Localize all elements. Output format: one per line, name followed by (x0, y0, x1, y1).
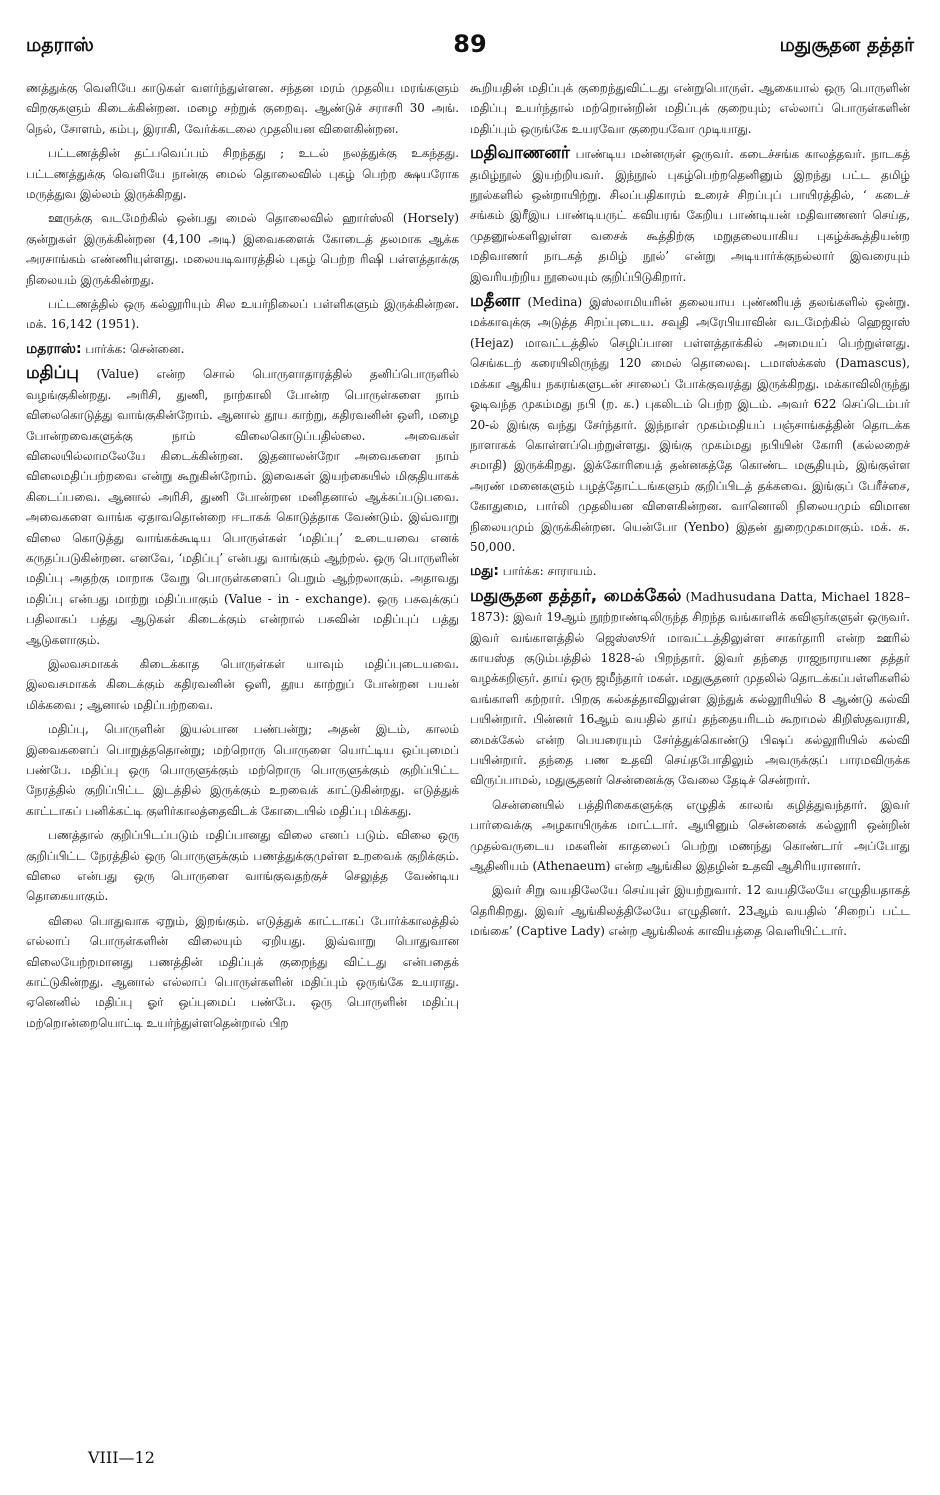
paragraph: பட்டணத்தின் தட்பவெப்பம் சிறந்தது ; உடல் நலத்துக்கு உகந்தது. பட்டணத்துக்கு வெளியே நான்கு மைல் தொலைவில் புகழ் பெற்ற க்ஷயரோக மருத்துவ இல்லம் இருக்கிறது. (26, 146, 459, 202)
cross-reference: பார்க்க: சென்னை. (85, 341, 185, 356)
running-head-left: மதராஸ் (26, 34, 94, 56)
entry-madhusudana (470, 586, 910, 791)
entry-headword: மதீனா (470, 291, 521, 312)
entry-madina (470, 291, 910, 557)
paragraph: இலவசமாகக் கிடைக்காத பொருள்கள் யாவும் மதிப்புடையவை. இலவசமாகக் கிடைக்கும் கதிரவனின் ஒளி, தூய காற்றுப் போன்றன பயன் மிக்கவை ; ஆனால் மதிப்பற்றவை. (26, 656, 459, 712)
entry-headword: மதிவாணனர் (470, 143, 570, 164)
page-header (26, 30, 914, 70)
page-number: 89 (453, 30, 487, 58)
entry-body: (Medina) இஸ்லாமியரின் தலையாய புண்ணியத் தலங்களில் ஒன்று. மக்காவுக்கு அடுத்த சிறப்புடைய. சவுதி அரேபியாவின் வடமேற்கில் ஹெஜாஸ் (Hejaz) மாவட்டத்தில் செழிப்பான பள்ளத்தாக்கில் அமையப் பெற்றுள்ளது. செங்கடற் கரையிலிருந்து 120 மைல் தொலைவு. டமாஸ்க்கஸ் (Damascus), மக்கா ஆகிய நகரங்களுடன் சாலைப் போக்குவரத்து இருக்கிறது. மக்காவிலிருந்து ஓடிவந்த முகம்மது நபி (ற. க.) புகலிடம் பெற்ற இடம். அவர் 622 செப்டெம்பர் 20-ல் இங்கு வந்து சேர்ந்தார். இந்நாள் முகம்மதியப் பஞ்சாங்கத்தின் தொடக்க நாளாகக் கொள்ளப்பெற்றுள்ளது. இங்கு முகம்மது நபியின் கோரி (கல்லறைச் சமாதி) இருக்கிறது. இக்கோரியைத் தன்னகத்தே கொண்ட மசூதியும், இங்குள்ள அரண் மனைகளும் பழத்தோட்டங்களும் குறிப்பிடத் தக்கவை. இங்குப் பேரீச்சை, கோதுமை, பார்லி முதலியன விளைகின்றன. வானொலி நிலையமும் விமான நிலையமும் இருக்கின்றன. யென்போ (Yenbo) இதன் துறைமுகமாகும். மக். சு. 50,000. (470, 295, 910, 554)
signature-mark: VIII—12 (88, 1448, 155, 1467)
entry-body: (Value) என்ற சொல் பொருளாதாரத்தில் தனிப்பொருளில் வழங்குகின்றது. அரிசி, துணி, நாற்காலி போன்ற பொருள்களை நாம் விலைகொடுத்து வாங்குகின்றோம். ஆனால் தூய காற்று, கதிரவனின் ஒளி, மழை போன்றவைகளுக்கு நாம் விலைகொடுப்பதில்லை. அவைகள் விலையில்லாமலேயே கிடைக்கின்றன. இதனாலன்றோ அவைகளை நாம் விலைமதிப்பற்றவை என்று கூறுகின்றோம். இவைகள் இயற்கையில் மிகுதியாகக் கிடைப்பவை. ஆனால் அரிசி, துணி போன்றன மனிதனால் ஆக்கப்படுபவை. அவைகளை வாங்க ஏதாவதொன்றை ஈடாகக் கொடுத்தாக வேண்டும். இவ்வாறு விலை கொடுத்து வாங்கக்கூடிய பொருள்கள் ‘மதிப்பு’ உடையவை எனக் கருதப்படுகின்றன. எனவே, ‘மதிப்பு’ என்பது வாங்கும் ஆற்றல். ஒரு பொருளின் மதிப்பு அதற்கு மாறாக வேறு பொருள்களைப் பெறும் ஆற்றலாகும். அதாவது மதிப்பு என்பது மாற்று மதிப்பாகும் (Value - in - exchange). ஒரு பசுவுக்குப் பதிலாகப் பத்து ஆடுகள் கிடைக்கும் என்றால் பசுவின் மதிப்புப் பத்து ஆடுகளாகும். (26, 367, 459, 647)
paragraph: ணத்துக்கு வெளியே காடுகள் வளர்ந்துள்ளன. சந்தன மரம் முதலிய மரங்களும் விறகுகளும் கிடைக்கின்றன. மழை சற்றுக் குறைவு. ஆண்டுச் சராசரி 30 அங். நெல், சோளம், கம்பு, இராகி, வேர்க்கடலை முதலியன விளைகின்றன. (26, 81, 459, 136)
entry-mathivanar (470, 143, 910, 287)
paragraph: பட்டணத்தில் ஒரு கல்லூரியும் சில உயர்நிலைப் பள்ளிகளும் இருக்கின்றன. மக். 16,142 (1951). (26, 297, 459, 332)
running-head-right: மதுசூதன தத்தர் (779, 34, 914, 56)
entry-body: பாண்டிய மன்னருள் ஒருவர். கடைச்சங்க காலத்தவர். நாடகத் தமிழ்நூல் இயற்றியவர். இந்நூல் புகழ்பெற்றதெனினும் இறந்து பட்ட தமிழ் நூல்களில் ஒன்றாயிற்று. சிலப்பதிகாரம் உரைச் சிறப்புப் பாயிரத்தில், ‘ கடைச் சங்கம் இரீஇய பாண்டியருட் கவியரங் கேறிய பாண்டியன் மதிவாணனர் செய்த, முதனூல்களிலுள்ள வசைக் கூத்திற்கு மறுதலையாகிய புகழ்க்கூத்தியன்ற மதிவாணர் நாடகத் தமிழ் நூல்’ என்று அடியார்க்குநல்லார் இவரையும் இவரியற்றிய நூலையும் குறிப்பிடுகிறார். (470, 147, 911, 284)
entry-headword: மது: (470, 563, 500, 580)
left-column (26, 78, 459, 1037)
paragraph: பணத்தால் குறிப்பிடப்படும் மதிப்பானது விலை எனப் படும். விலை ஒரு குறிப்பிட்ட நேரத்தில் ஒரு பொருளுக்கும் பணத்துக்குமுள்ள உறவைக் குறிக்கும். விலை என்பது ஒரு பொருளை வாங்குவதற்குச் செலுத்த வேண்டிய தொகையாகும். (26, 828, 459, 904)
entry-headword: மதுசூதன தத்தர், மைக்கேல் (470, 585, 682, 606)
paragraph: ஊருக்கு வடமேற்கில் ஒன்பது மைல் தொலைவில் ஹார்ஸ்லி (Horsely) குன்றுகள் இருக்கின்றன (4,100 அடி) இவைகளைக் கோடைத் தலமாக ஆக்க அரசாங்கம் எண்ணியுள்ளது. மலையடிவாரத்தில் புகழ் பெற்ற ரிஷி பள்ளத்தாக்கு நிலையம் இருக்கின்றது. (26, 211, 459, 287)
entry-headword: மதிப்பு (26, 363, 79, 384)
paragraph: கூறியதின் மதிப்புக் குறைந்துவிட்டது என்றுபொருள். ஆகையால் ஒரு பொருளின் மதிப்பு உயர்ந்தால் மற்றொன்றின் மதிப்புக் குறையும்; எல்லாப் பொருள்களின் மதிப்பும் ஒருங்கே உயரவோ குறையவோ முடியாது. (470, 81, 910, 136)
entry-mathippu (26, 363, 459, 650)
entry-headword: மதராஸ்: (26, 340, 82, 357)
entry-mathu (470, 561, 910, 581)
entry-body: (Madhusudana Datta, Michael 1828–1873): இவர் 19ஆம் நூற்றாண்டிலிருந்த சிறந்த வங்காளிக் கவிஞர்களுள் ஒருவர். இவர் வங்காளத்தில் ஜெஸ்ஸூர் மாவட்டத்திலுள்ள சாகர்தாரி என்ற ஊரில் காயஸ்த குடும்பத்தில் 1828-ல் பிறந்தார். இவர் தந்தை ராஜநாராயண தத்தர் வழக்கறிஞர். தாய் ஒரு ஜமீந்தார் மகள். மதுசூதனர் முதலில் தொடக்கப்பள்ளிகளில் வங்காளி கற்றார். பிறகு கல்கத்தாவிலுள்ள இந்துக் கல்லூரியில் 8 ஆண்டு கல்வி பயின்றார். பின்னர் 16ஆம் வயதில் தாய் தந்தையரிடம் கூறாமல் கிறிஸ்தவராகி, மைக்கேல் என்ற பெயரையும் சேர்த்துக்கொண்டு பிஷப் கல்லூரியில் கல்வி பயின்றார். தந்தை பண உதவி செய்தபோதிலும் அவருக்குப் பாரமவிருக்க விருப்பாமல், மதுசூதனர் சென்னைக்கு வேலை தேடிச் சென்றார். (470, 589, 911, 788)
entry-madras (26, 339, 459, 359)
cross-reference: பார்க்க: சாராயம். (502, 564, 597, 579)
paragraph: மதிப்பு, பொருளின் இயல்பான பண்பன்று; அதன் இடம், காலம் இவைகளைப் பொறுத்ததொன்று; மற்றொரு பொருளை யொட்டிய ஒப்புமைப் பண்பே. மதிப்பு ஒரு பொருளுக்கும் மற்றொரு பொருளுக்கும் குறிப்பிட்ட நேரத்தில் குறிப்பிட்ட இடத்தில் இருக்கும் உறவைக் காட்டுகின்றது. எடுத்துக் காட்டாகப் பனிக்கட்டி குளிர்காலத்தைவிடக் கோடையில் மதிப்பு மிக்கது. (26, 722, 459, 818)
right-column (470, 78, 910, 946)
paragraph: விலை பொதுவாக ஏறும், இறங்கும். எடுத்துக் காட்டாகப் போர்க்காலத்தில் எல்லாப் பொருள்களின் விலையும் ஏறியது. இவ்வாறு பொதுவான விலையேற்றமானது பணத்தின் மதிப்புக் குறைந்து விட்டது என்பதைக் காட்டுகின்றது. ஆனால் எல்லாப் பொருள்களின் மதிப்பும் ஒருங்கே உயராது. ஏனெனில் மதிப்பு ஓர் ஒப்புமைப் பண்பே. ஒரு பொருளின் மதிப்பு மற்றொன்றையொட்டி உயர்ந்துள்ளதென்றால் பிற (26, 913, 459, 1030)
paragraph: சென்னையில் பத்திரிகைகளுக்கு எழுதிக் காலங் கழித்துவந்தார். இவர் பார்வைக்கு அழகாயிருக்க மாட்டார். ஆயினும் சென்னைக் கல்லூரி ஒன்றின் முதல்வருடைய மகளின் காதலைப் பெற்று மணந்து கொண்டார் அப்போது ஆதினியம் (Athenaeum) என்ற ஆங்கில இதழின் உதவி ஆசிரியரானார். (470, 797, 910, 874)
paragraph: இவர் சிறு வயதிலேயே செய்யுள் இயற்றுவார். 12 வயதிலேயே எழுதியதாகத் தெரிகிறது. இவர் ஆங்கிலத்திலேயே எழுதினர். 23ஆம் வயதில் ‘சிறைப் பட்ட மங்கை’ (Captive Lady) என்ற ஆங்கிலக் காவியத்தை வெளியிட்டார். (470, 883, 910, 939)
